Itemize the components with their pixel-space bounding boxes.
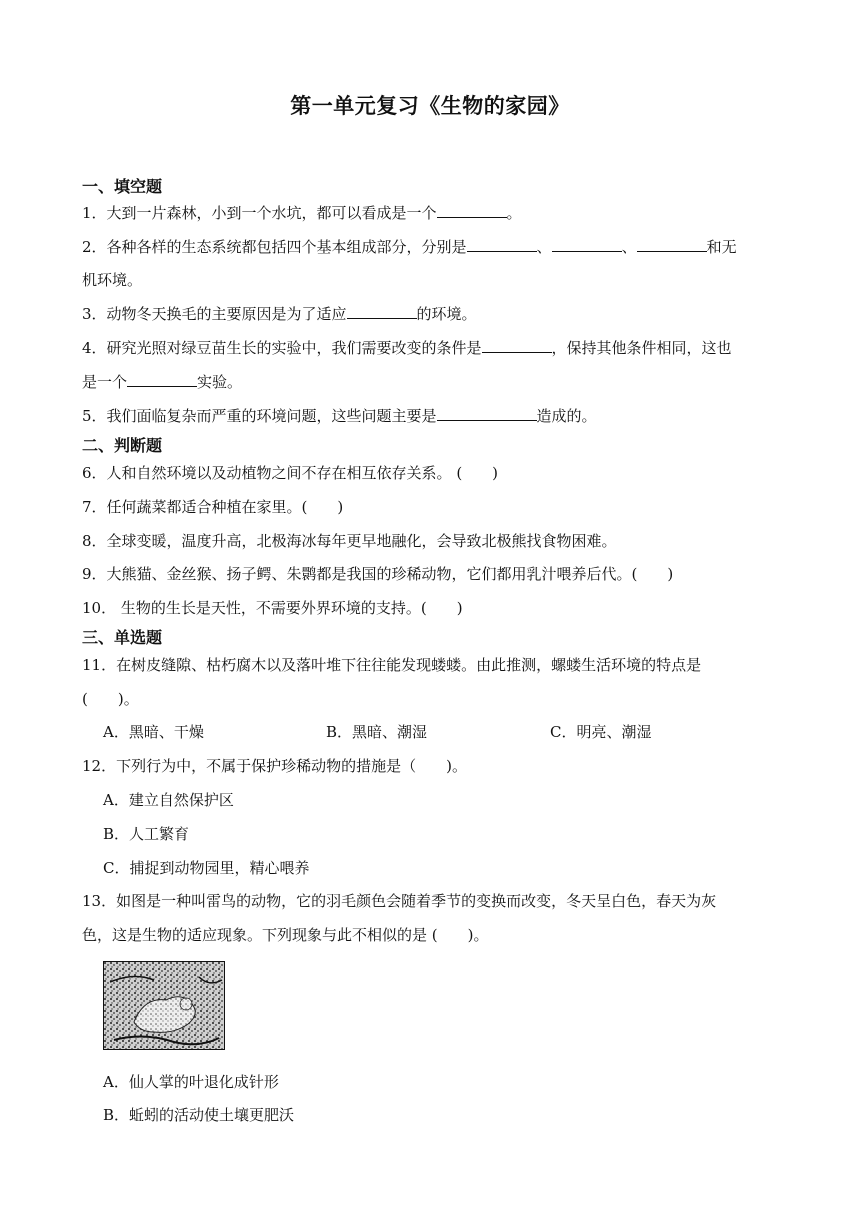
separator: 、: [536, 238, 552, 256]
question-text: 2．各种各样的生态系统都包括四个基本组成部分，分别是: [82, 238, 467, 256]
answer-blank[interactable]: [467, 237, 537, 252]
question-text: 造成的。: [536, 407, 597, 425]
question-13: 13．如图是一种叫雷鸟的动物，它的羽毛颜色会随着季节的变换而改变，冬天呈白色，春天为灰: [82, 892, 717, 910]
section-heading-true-false: 二、判断题: [82, 436, 163, 455]
question-text: 实验。: [197, 373, 243, 391]
question-3: [82, 303, 477, 324]
question-7: 7．任何蔬菜都适合种植在家里。( ): [82, 498, 344, 516]
option-b[interactable]: B．蚯蚓的活动使土壤更肥沃: [103, 1106, 295, 1124]
question-2-continued: 机环境。: [82, 271, 143, 289]
option-a[interactable]: A．黑暗、干燥: [103, 723, 204, 741]
question-9: 9．大熊猫、金丝猴、扬子鳄、朱鹮都是我国的珍稀动物，它们都用乳汁喂养后代。( ): [82, 565, 674, 583]
answer-blank[interactable]: [482, 338, 552, 353]
question-10: 10． 生物的生长是天性，不需要外界环境的支持。( ): [82, 599, 463, 617]
answer-blank[interactable]: [437, 406, 537, 421]
answer-blank[interactable]: [637, 237, 707, 252]
option-b[interactable]: B．黑暗、潮湿: [326, 723, 428, 741]
question-text: 和无: [706, 238, 737, 256]
answer-blank[interactable]: [347, 304, 417, 319]
question-text: 3．动物冬天换毛的主要原因是为了适应: [82, 305, 347, 323]
ptarmigan-photo: [103, 961, 225, 1050]
question-6: 6．人和自然环境以及动植物之间不存在相互依存关系。 ( ): [82, 464, 499, 482]
option-a[interactable]: A．仙人掌的叶退化成针形: [103, 1073, 279, 1091]
question-11-continued: ( )。: [82, 690, 139, 708]
option-c[interactable]: C．明亮、潮湿: [550, 723, 652, 741]
answer-blank[interactable]: [437, 203, 507, 218]
question-5: [82, 405, 597, 426]
section-heading-fill-in: 一、填空题: [82, 177, 163, 196]
question-text: 5．我们面临复杂而严重的环境问题，这些问题主要是: [82, 407, 437, 425]
question-4: [82, 337, 732, 358]
option-b[interactable]: B．人工繁育: [103, 825, 190, 843]
question-text: 1．大到一片森林，小到一个水坑，都可以看成是一个: [82, 204, 437, 222]
question-text: 。: [506, 204, 522, 222]
question-1: [82, 202, 522, 223]
question-text: 的环境。: [416, 305, 477, 323]
question-12: 12．下列行为中，不属于保护珍稀动物的措施是（ )。: [82, 757, 467, 775]
section-heading-single-choice: 三、单选题: [82, 628, 163, 647]
answer-blank[interactable]: [552, 237, 622, 252]
question-text: ，保持其他条件相同，这也: [551, 339, 732, 357]
question-text: 是一个: [82, 373, 128, 391]
page-title: 第一单元复习《生物的家园》: [290, 94, 570, 118]
option-c[interactable]: C．捕捉到动物园里，精心喂养: [103, 859, 310, 877]
separator: 、: [621, 238, 637, 256]
question-2: [82, 236, 737, 257]
question-8: 8．全球变暖，温度升高，北极海冰每年更早地融化，会导致北极熊找食物困难。: [82, 532, 617, 550]
question-11: 11．在树皮缝隙、枯朽腐木以及落叶堆下往往能发现蝼蝼。由此推测，螺蝼生活环境的特点是: [82, 656, 702, 674]
question-4-continued: [82, 371, 242, 392]
question-text: 4．研究光照对绿豆苗生长的实验中，我们需要改变的条件是: [82, 339, 482, 357]
option-a[interactable]: A．建立自然保护区: [103, 791, 234, 809]
answer-blank[interactable]: [127, 372, 197, 387]
question-13-continued: 色，这是生物的适应现象。下列现象与此不相似的是 ( )。: [82, 926, 489, 944]
